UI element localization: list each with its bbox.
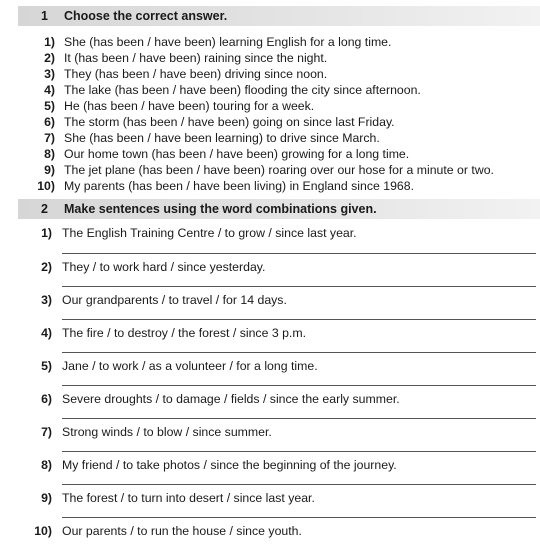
item-text: The storm (has been / have been) going on since last Friday. <box>64 115 395 129</box>
item-text: The jet plane (has been / have been) roaring over our hose for a minute or two. <box>64 163 494 177</box>
item-number: 4) <box>41 326 52 340</box>
item-text: She (has been / have been) learning English for a long time. <box>64 35 392 49</box>
answer-line[interactable] <box>62 517 536 518</box>
item-text: He (has been / have been) touring for a week. <box>64 99 315 113</box>
item-text: They (has been / have been) driving since noon. <box>64 67 328 81</box>
section-2-title: Make sentences using the word combinations given. <box>64 202 377 216</box>
item-text: Jane / to work / as a volunteer / for a long time. <box>62 359 318 373</box>
item-text: The English Training Centre / to grow / since last year. <box>62 226 357 240</box>
item-text: The fire / to destroy / the forest / since 3 p.m. <box>62 326 306 340</box>
answer-line[interactable] <box>62 286 536 287</box>
item-number: 5) <box>44 99 55 113</box>
item-text: My parents (has been / have been living) in England since 1968. <box>64 179 414 193</box>
answer-line[interactable] <box>62 352 536 353</box>
item-text: Severe droughts / to damage / fields / since the early summer. <box>62 392 400 406</box>
item-number: 10) <box>34 524 52 538</box>
item-text: It (has been / have been) raining since the night. <box>64 51 328 65</box>
item-number: 3) <box>41 293 52 307</box>
item-text: Our parents / to run the house / since youth. <box>62 524 302 538</box>
item-number: 6) <box>44 115 55 129</box>
item-text: My friend / to take photos / since the beginning of the journey. <box>62 458 397 472</box>
item-text: Strong winds / to blow / since summer. <box>62 425 272 439</box>
item-number: 9) <box>44 163 55 177</box>
item-number: 8) <box>41 458 52 472</box>
item-number: 6) <box>41 392 52 406</box>
answer-line[interactable] <box>62 451 536 452</box>
answer-line[interactable] <box>62 484 536 485</box>
item-number: 5) <box>41 359 52 373</box>
item-number: 3) <box>44 67 55 81</box>
item-text: She (has been / have been learning) to drive since March. <box>64 131 380 145</box>
answer-line[interactable] <box>62 253 536 254</box>
item-number: 8) <box>44 147 55 161</box>
section-1-number: 1 <box>41 9 48 23</box>
section-1-title: Choose the correct answer. <box>64 9 228 23</box>
item-number: 9) <box>41 491 52 505</box>
item-number: 4) <box>44 83 55 97</box>
item-number: 2) <box>41 260 52 274</box>
item-text: Our grandparents / to travel / for 14 days. <box>62 293 287 307</box>
answer-line[interactable] <box>62 418 536 419</box>
item-number: 7) <box>44 131 55 145</box>
item-number: 10) <box>37 179 55 193</box>
item-text: Our home town (has been / have been) growing for a long time. <box>64 147 410 161</box>
answer-line[interactable] <box>62 319 536 320</box>
item-text: The lake (has been / have been) flooding the city since afternoon. <box>64 83 421 97</box>
section-2-number: 2 <box>41 202 48 216</box>
answer-line[interactable] <box>62 385 536 386</box>
item-text: The forest / to turn into desert / since last year. <box>62 491 315 505</box>
item-text: They / to work hard / since yesterday. <box>62 260 266 274</box>
item-number: 1) <box>41 226 52 240</box>
item-number: 2) <box>44 51 55 65</box>
item-number: 1) <box>44 35 55 49</box>
item-number: 7) <box>41 425 52 439</box>
